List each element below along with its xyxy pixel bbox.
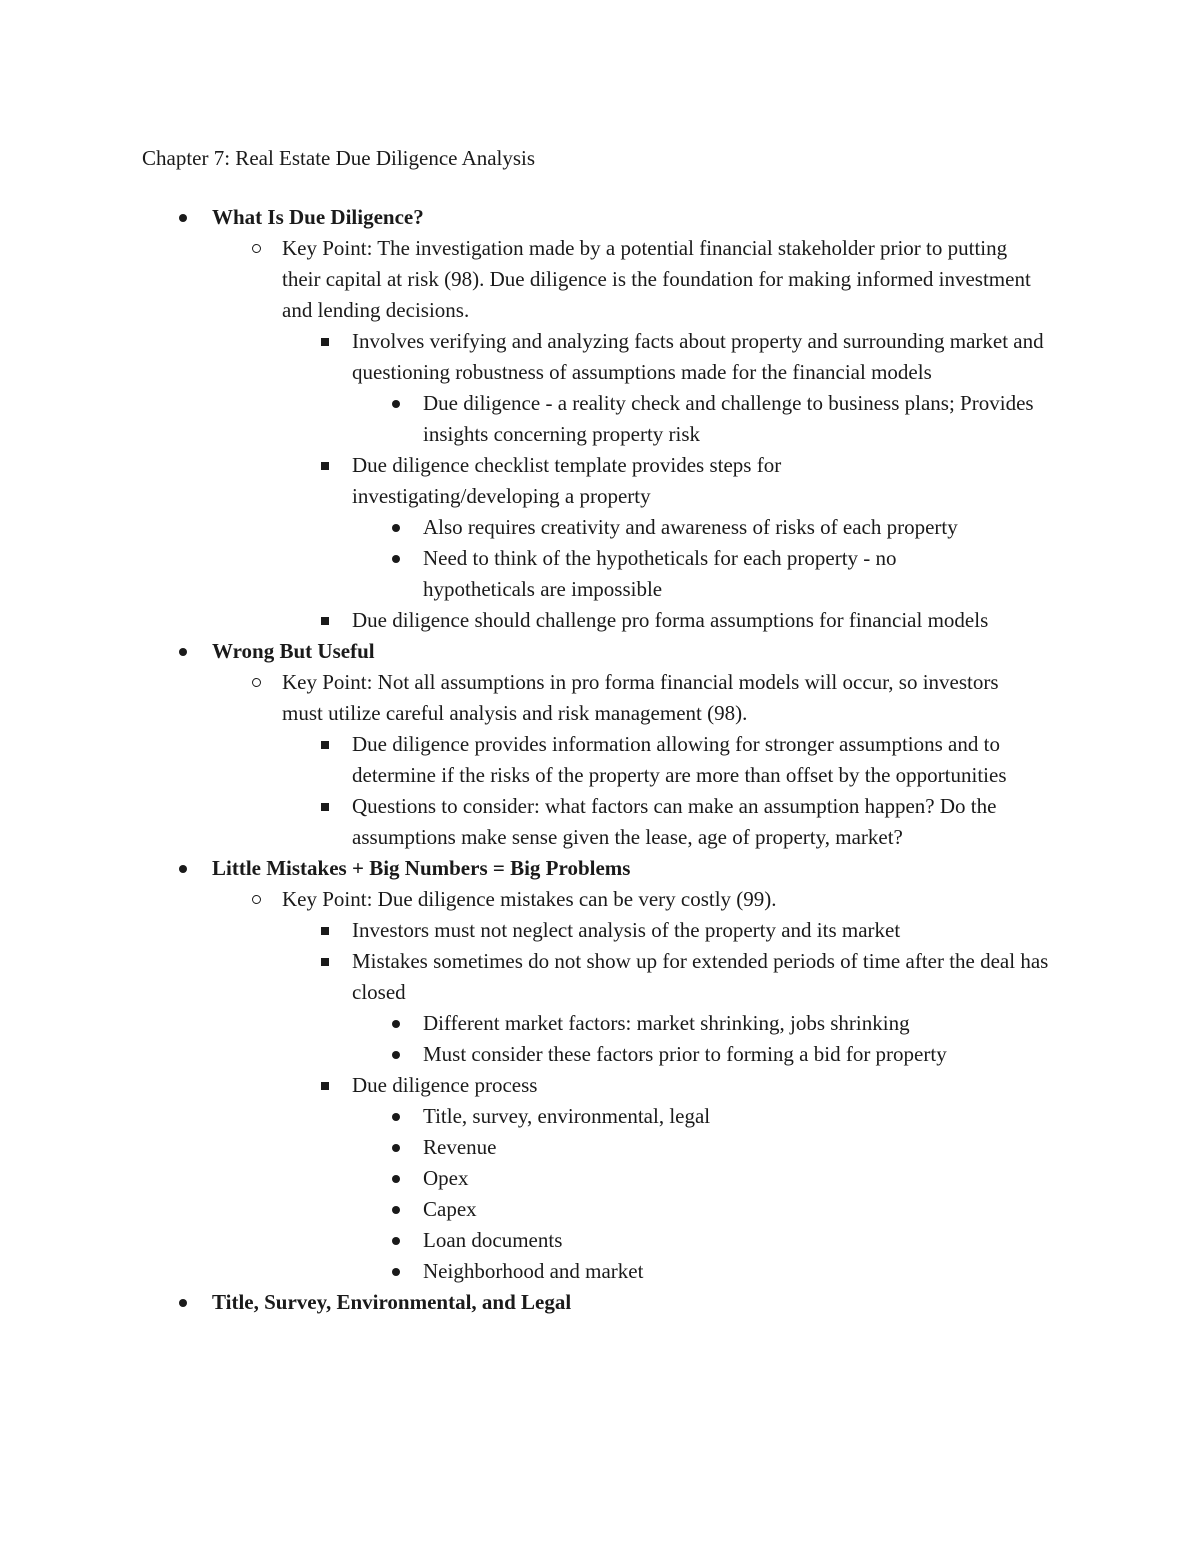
square-bullet-icon	[315, 791, 335, 822]
square-bullet-icon	[315, 1070, 335, 1101]
filled-bullet-icon	[386, 1256, 406, 1287]
list-item: Mistakes sometimes do not show up for extended periods of time after the deal has closed	[0, 946, 1200, 1008]
notes-outline	[0, 202, 1200, 1318]
sub-list-item: Loan documents	[0, 1225, 1200, 1256]
sub-list-item: Opex	[0, 1163, 1200, 1194]
filled-bullet-icon	[386, 1008, 406, 1039]
list-item: Investors must not neglect analysis of the property and its market	[0, 915, 1200, 946]
list-item: Involves verifying and analyzing facts about property and surrounding market and questioning robustness of assumptions made for the financial models	[0, 326, 1200, 388]
square-bullet-icon	[315, 915, 335, 946]
sub-list-item: Neighborhood and market	[0, 1256, 1200, 1287]
filled-bullet-icon	[173, 853, 193, 884]
hollow-bullet-icon	[246, 884, 266, 915]
list-item: Due diligence provides information allowing for stronger assumptions and to determine if the risks of the property are more than offset by the opportunities	[0, 729, 1200, 791]
sub-list-item: Capex	[0, 1194, 1200, 1225]
filled-bullet-icon	[386, 388, 406, 419]
sub-list-item: Different market factors: market shrinking, jobs shrinking	[0, 1008, 1200, 1039]
document-title: Chapter 7: Real Estate Due Diligence Analysis	[142, 146, 536, 170]
key-point: Key Point: Not all assumptions in pro forma financial models will occur, so investors must utilize careful analysis and risk management (98).	[0, 667, 1200, 729]
key-point: Key Point: Due diligence mistakes can be very costly (99).	[0, 884, 1200, 915]
sub-list-item: Due diligence - a reality check and challenge to business plans; Provides insights concerning property risk	[0, 388, 1200, 450]
filled-bullet-icon	[386, 1101, 406, 1132]
section-heading: Title, Survey, Environmental, and Legal	[0, 1287, 1200, 1318]
sub-list-item: Must consider these factors prior to forming a bid for property	[0, 1039, 1200, 1070]
filled-bullet-icon	[173, 1287, 193, 1318]
filled-bullet-icon	[386, 1163, 406, 1194]
square-bullet-icon	[315, 450, 335, 481]
sub-list-item: Title, survey, environmental, legal	[0, 1101, 1200, 1132]
sub-list-item: Also requires creativity and awareness of risks of each property	[0, 512, 1200, 543]
filled-bullet-icon	[173, 202, 193, 233]
square-bullet-icon	[315, 946, 335, 977]
filled-bullet-icon	[386, 543, 406, 574]
list-item: Questions to consider: what factors can make an assumption happen? Do the assumptions make sense given the lease, age of property, market?	[0, 791, 1200, 853]
filled-bullet-icon	[386, 1225, 406, 1256]
section-heading: Little Mistakes + Big Numbers = Big Problems	[0, 853, 1200, 884]
list-item: Due diligence process	[0, 1070, 1200, 1101]
sub-list-item: Need to think of the hypotheticals for each property - no hypotheticals are impossible	[0, 543, 1200, 605]
square-bullet-icon	[315, 605, 335, 636]
list-item: Due diligence should challenge pro forma assumptions for financial models	[0, 605, 1200, 636]
hollow-bullet-icon	[246, 233, 266, 264]
section-heading: Wrong But Useful	[0, 636, 1200, 667]
list-item: Due diligence checklist template provides steps for investigating/developing a property	[0, 450, 1200, 512]
filled-bullet-icon	[173, 636, 193, 667]
sub-list-item: Revenue	[0, 1132, 1200, 1163]
square-bullet-icon	[315, 326, 335, 357]
filled-bullet-icon	[386, 512, 406, 543]
section-heading: What Is Due Diligence?	[0, 202, 1200, 233]
filled-bullet-icon	[386, 1132, 406, 1163]
hollow-bullet-icon	[246, 667, 266, 698]
filled-bullet-icon	[386, 1039, 406, 1070]
filled-bullet-icon	[386, 1194, 406, 1225]
square-bullet-icon	[315, 729, 335, 760]
key-point: Key Point: The investigation made by a potential financial stakeholder prior to putting their capital at risk (98). Due diligence is the foundation for making informed investment and lending decisions.	[0, 233, 1200, 326]
